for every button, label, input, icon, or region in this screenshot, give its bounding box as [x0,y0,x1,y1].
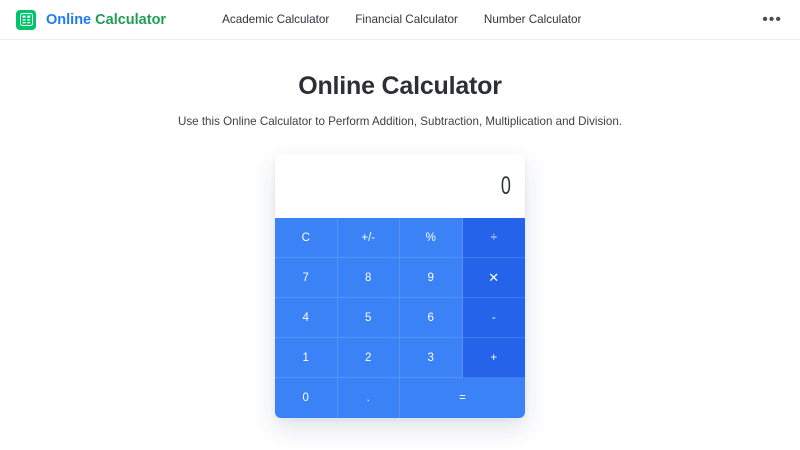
calculator-panel [275,154,525,418]
header-right-group [760,10,784,28]
key-2[interactable]: 2 [338,338,401,378]
key-1[interactable]: 1 [275,338,338,378]
key-8[interactable]: 8 [338,258,401,298]
key-4[interactable]: 4 [275,298,338,338]
top-navigation-bar [0,0,800,40]
overflow-menu-icon[interactable]: ••• [762,10,782,28]
nav-item-financial-calculator[interactable]: Financial Calculator [355,13,458,26]
main-content [0,40,800,418]
page-title: Online Calculator [298,72,502,100]
page-subtitle: Use this Online Calculator to Perform Addition, Subtraction, Multiplication and Division. [178,115,622,128]
main-nav [222,13,581,26]
key-equals[interactable]: = [400,378,525,418]
key-subtract[interactable]: - [463,298,526,338]
brand-text-secondary: Calculator [95,11,167,28]
key-percent[interactable]: % [400,218,463,258]
nav-item-number-calculator[interactable]: Number Calculator [483,13,582,26]
calculator-grid-icon[interactable] [16,10,36,30]
key-5[interactable]: 5 [338,298,401,338]
key-9[interactable]: 9 [400,258,463,298]
key-add[interactable]: + [463,338,526,378]
calculator-display[interactable] [275,154,525,218]
key-7[interactable]: 7 [275,258,338,298]
display-value: 0 [500,171,511,200]
brand-text-primary: Online [46,11,92,28]
key-6[interactable]: 6 [400,298,463,338]
multiply-icon: ✕ [488,270,500,285]
nav-item-academic-calculator[interactable]: Academic Calculator [222,13,330,26]
brand-logo-text[interactable] [46,12,166,28]
calculator-widget [275,154,525,418]
key-3[interactable]: 3 [400,338,463,378]
key-divide[interactable]: ÷ [463,218,526,258]
key-multiply[interactable] [463,258,526,298]
calculator-keypad [275,218,525,418]
key-clear[interactable]: C [275,218,338,258]
key-sign-toggle[interactable]: +/- [338,218,401,258]
key-decimal[interactable]: . [338,378,401,418]
key-0[interactable]: 0 [275,378,338,418]
